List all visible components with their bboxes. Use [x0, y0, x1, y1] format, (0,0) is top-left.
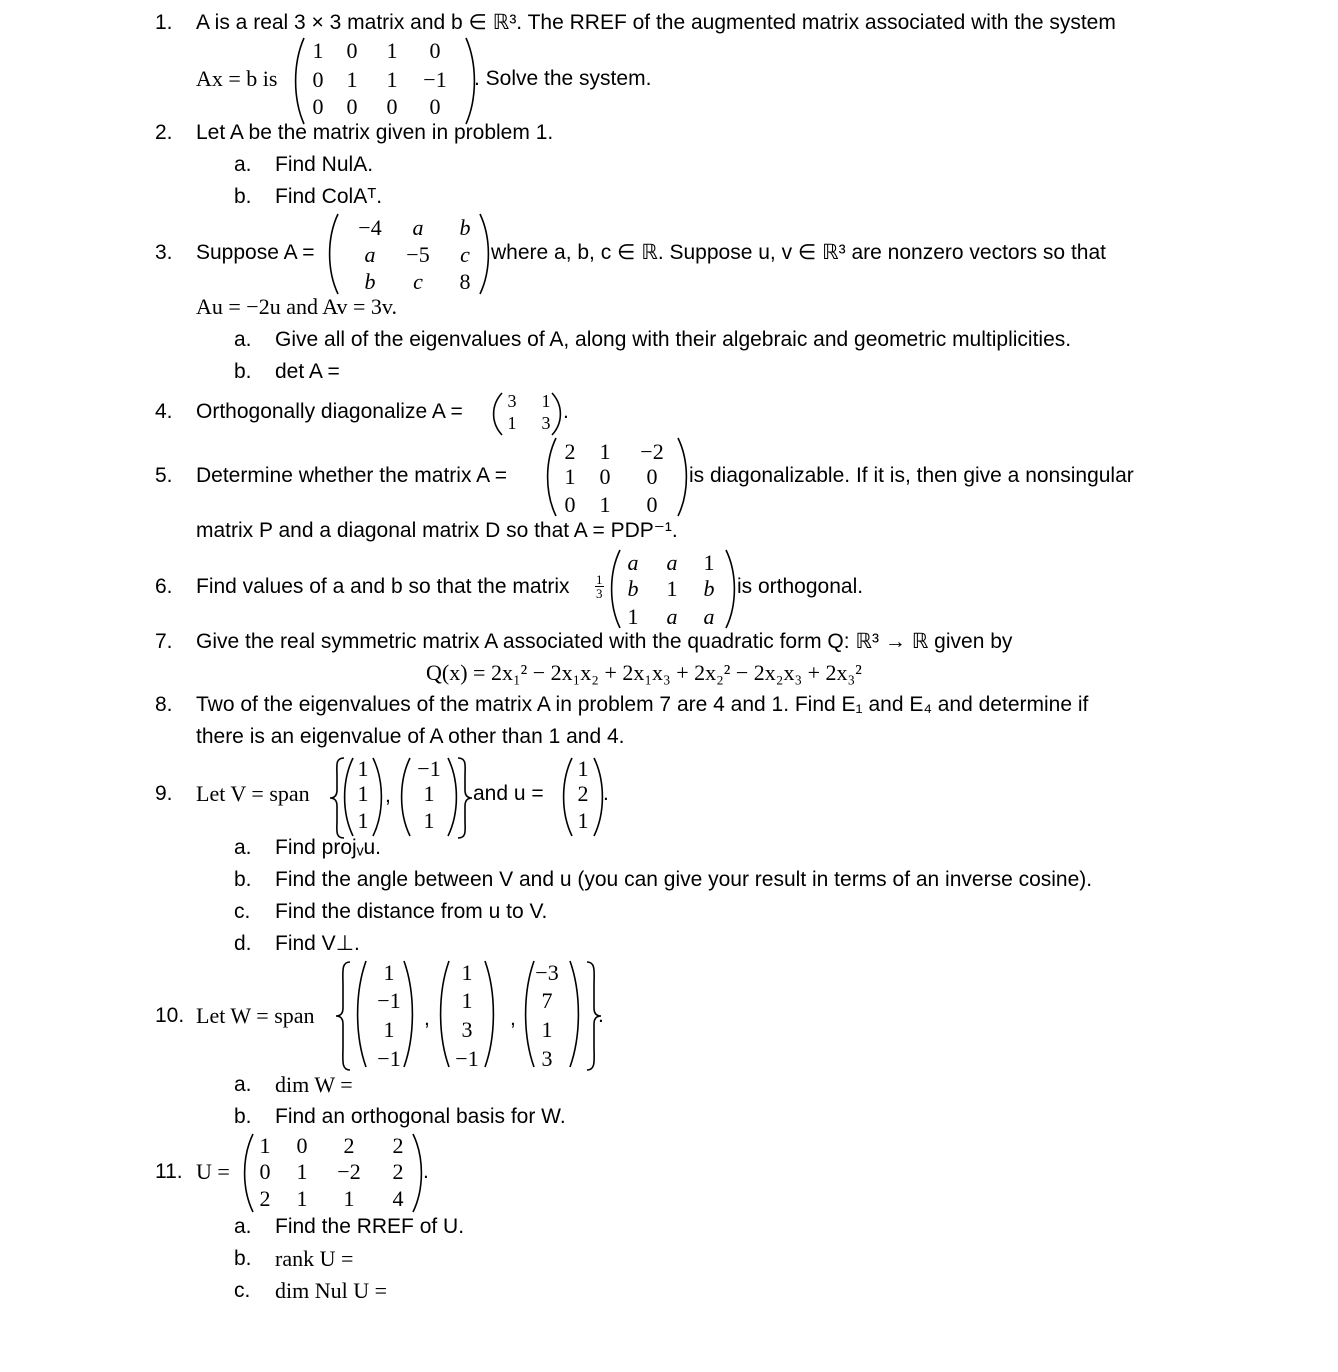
matrix-cell: 0	[564, 492, 576, 517]
problem-3-matrix	[330, 213, 488, 295]
matrix-cell: b	[703, 576, 715, 601]
vector-entry: −1	[377, 988, 401, 1013]
vector-entry: 1	[423, 781, 435, 806]
left-paren	[526, 961, 534, 1067]
problem-11-matrix	[245, 1133, 421, 1213]
problem-2-number: 2.	[155, 121, 173, 144]
matrix-cell: 1	[564, 464, 576, 489]
matrix-cell: 3	[541, 413, 551, 433]
matrix-cell: b	[627, 576, 639, 601]
right-paren	[594, 758, 602, 836]
matrix-cell: 1	[599, 492, 611, 517]
problem-10-vector-1	[358, 960, 412, 1071]
vector-entry: 1	[357, 781, 369, 806]
vector-entry: −1	[455, 1046, 479, 1071]
problem-11c-label: c.	[234, 1279, 251, 1302]
matrix-cell: 1	[346, 67, 358, 92]
matrix-cell: −2	[640, 439, 664, 464]
matrix-cell: 2	[343, 1133, 355, 1158]
problem-10-lhs: Let W = span	[196, 1003, 315, 1028]
problem-11-number: 11.	[155, 1160, 183, 1183]
problem-7-statement: Give the real symmetric matrix A associated with the quadratic form Q: ℝ³ → ℝ given by	[196, 630, 1013, 653]
problem-9-comma: ,	[385, 784, 391, 807]
problem-4-lhs: Orthogonally diagonalize A =	[196, 400, 463, 423]
vector-entry: 3	[461, 1017, 473, 1042]
problem-6-frac-num: 1	[596, 572, 603, 587]
problem-3b-label: b.	[234, 360, 252, 383]
problem-10b-label: b.	[234, 1105, 252, 1128]
problem-3-lhs: Suppose A =	[196, 241, 315, 264]
matrix-cell: c	[413, 269, 423, 294]
problem-1-lhs: Ax = b is	[196, 66, 278, 91]
problem-9d-label: d.	[234, 932, 252, 955]
left-paren	[564, 758, 572, 836]
problem-2a-text: Find NulA.	[275, 153, 374, 176]
right-paren	[552, 393, 560, 435]
right-paren	[448, 758, 456, 836]
vector-entry: −1	[377, 1046, 401, 1071]
matrix-cell: −5	[406, 242, 430, 267]
matrix-cell: 2	[259, 1186, 271, 1211]
matrix-cell: a	[666, 604, 678, 629]
problem-2b-text: Find ColAᵀ.	[275, 185, 383, 208]
problem-6-number: 6.	[155, 575, 173, 598]
problem-1-tail: . Solve the system.	[474, 67, 652, 90]
vector-entry: 1	[461, 988, 473, 1013]
problem-4-number: 4.	[155, 400, 173, 423]
problem-11b-text: rank U =	[275, 1246, 354, 1271]
matrix-cell: 1	[343, 1186, 355, 1211]
problem-4-matrix	[494, 392, 560, 436]
problem-3-tail: where a, b, c ∈ ℝ. Suppose u, v ∈ ℝ³ are nonzero vectors so that	[491, 241, 1106, 264]
problem-10a-label: a.	[234, 1073, 252, 1096]
left-paren	[330, 214, 338, 294]
problem-9a-label: a.	[234, 836, 252, 859]
left-paren	[548, 438, 556, 516]
matrix-cell: 0	[346, 38, 358, 63]
matrix-cell: 0	[259, 1159, 271, 1184]
problem-9-tail: .	[603, 782, 609, 805]
vector-entry: 1	[383, 1017, 395, 1042]
problem-7-formula: Q(x) = 2x₁² − 2x₁x₂ + 2x₁x₃ + 2x₂² − 2x₂x₃ + 2x₃²	[426, 660, 862, 685]
left-paren	[402, 758, 410, 836]
problem-2-statement: Let A be the matrix given in problem 1.	[196, 121, 554, 144]
matrix-cell: 1	[599, 439, 611, 464]
problem-10-comma-1: ,	[424, 1007, 430, 1030]
vector-entry: −3	[535, 960, 559, 985]
problem-1-number: 1.	[155, 11, 173, 34]
matrix-cell: a	[364, 242, 376, 267]
problem-11c-text: dim Nul U =	[275, 1278, 388, 1303]
left-paren	[296, 38, 304, 124]
problem-3a-text: Give all of the eigenvalues of A, along with their algebraic and geometric multiplicities.	[275, 328, 1072, 351]
problem-2b-label: b.	[234, 185, 252, 208]
problem-9c-label: c.	[234, 900, 251, 923]
problem-5-line2: matrix P and a diagonal matrix D so that A = PDP⁻¹.	[196, 519, 678, 542]
matrix-cell: 1	[296, 1159, 308, 1184]
problem-9-mid: and u =	[473, 782, 544, 805]
problem-10-vector-3	[526, 960, 578, 1071]
problem-8-number: 8.	[155, 693, 173, 716]
problem-9c-text: Find the distance from u to V.	[275, 900, 548, 923]
matrix-cell: −4	[358, 215, 382, 240]
matrix-cell: 0	[386, 94, 398, 119]
vector-entry: 2	[577, 781, 589, 806]
right-paren	[678, 438, 686, 516]
problem-10-vector-2	[441, 960, 493, 1071]
left-paren	[441, 961, 449, 1067]
left-paren	[345, 758, 353, 836]
matrix-cell: 1	[312, 38, 324, 63]
problem-9d-text: Find V⊥.	[275, 932, 360, 955]
matrix-cell: 1	[703, 550, 715, 575]
problem-5-matrix	[548, 437, 686, 517]
matrix-cell: a	[666, 550, 678, 575]
matrix-cell: 1	[541, 391, 551, 411]
problem-6-lhs: Find values of a and b so that the matrix	[196, 575, 570, 598]
problem-3-number: 3.	[155, 241, 173, 264]
vector-entry: 7	[541, 988, 553, 1013]
problem-11a-text: Find the RREF of U.	[275, 1215, 465, 1238]
matrix-cell: a	[627, 550, 639, 575]
problem-1-statement: A is a real 3 × 3 matrix and b ∈ ℝ³. The RREF of the augmented matrix associated with the system	[196, 11, 1116, 34]
problem-2a-label: a.	[234, 153, 252, 176]
matrix-cell: 1	[296, 1186, 308, 1211]
matrix-cell: 0	[599, 464, 611, 489]
problem-10-comma-2: ,	[510, 1007, 516, 1030]
vector-entry: 1	[383, 960, 395, 985]
matrix-cell: 0	[312, 94, 324, 119]
problem-11b-label: b.	[234, 1247, 252, 1270]
matrix-cell: 0	[429, 94, 441, 119]
vector-entry: 1	[357, 756, 369, 781]
vector-entry: 1	[577, 808, 589, 833]
matrix-cell: 0	[429, 38, 441, 63]
problem-9b-text: Find the angle between V and u (you can give your result in terms of an inverse cosine).	[275, 868, 1093, 891]
vector-entry: 1	[541, 1017, 553, 1042]
problem-5-number: 5.	[155, 464, 173, 487]
problem-5-lhs: Determine whether the matrix A =	[196, 464, 508, 487]
right-paren	[480, 214, 488, 294]
vector-entry: 1	[423, 808, 435, 833]
matrix-cell: a	[412, 215, 424, 240]
matrix-cell: 1	[666, 576, 678, 601]
problem-6-scalar	[595, 573, 604, 600]
matrix-cell: 1	[507, 413, 517, 433]
matrix-cell: 2	[392, 1159, 404, 1184]
problem-6-tail: is orthogonal.	[737, 575, 864, 598]
problem-9-number: 9.	[155, 782, 173, 805]
vector-entry: 1	[461, 960, 473, 985]
vector-entry: 3	[541, 1046, 553, 1071]
matrix-cell: 0	[296, 1133, 308, 1158]
matrix-cell: b	[459, 215, 471, 240]
right-paren	[404, 961, 412, 1067]
matrix-cell: 2	[392, 1133, 404, 1158]
matrix-cell: 0	[346, 94, 358, 119]
problem-4-tail: .	[563, 400, 569, 423]
matrix-cell: 1	[259, 1133, 271, 1158]
problem-11a-label: a.	[234, 1215, 252, 1238]
left-paren	[358, 961, 366, 1067]
right-paren	[413, 1134, 421, 1212]
problem-1-matrix	[296, 37, 474, 125]
matrix-cell: c	[460, 242, 470, 267]
problem-5-tail: is diagonalizable. If it is, then give a nonsingular	[689, 464, 1134, 487]
problem-7-number: 7.	[155, 630, 173, 653]
matrix-cell: 1	[627, 604, 639, 629]
problem-9a-text: Find projᵥu.	[275, 836, 381, 859]
problem-9-vector-2	[402, 757, 456, 837]
matrix-cell: a	[703, 604, 715, 629]
problem-3a-label: a.	[234, 328, 252, 351]
problem-10a-text: dim W =	[275, 1072, 353, 1097]
matrix-cell: −1	[423, 67, 447, 92]
vector-entry: 1	[357, 808, 369, 833]
left-paren	[245, 1134, 253, 1212]
problem-6-frac-den: 3	[596, 586, 603, 601]
problem-11-lhs: U =	[196, 1159, 230, 1184]
problem-8-line2: there is an eigenvalue of A other than 1 and 4.	[196, 725, 625, 748]
problem-9-lhs: Let V = span	[196, 781, 310, 806]
right-paren	[726, 550, 734, 628]
problem-9b-label: b.	[234, 868, 252, 891]
right-paren	[570, 961, 578, 1067]
problem-3b-text: det A =	[275, 360, 340, 383]
problem-10-tail: .	[598, 1004, 604, 1027]
problem-11-tail: .	[423, 1160, 429, 1183]
matrix-cell: 4	[392, 1186, 404, 1211]
problem-9-vector-u	[564, 757, 602, 837]
matrix-cell: 0	[646, 492, 658, 517]
matrix-cell: 1	[386, 38, 398, 63]
vector-entry: −1	[417, 756, 441, 781]
right-paren	[373, 758, 381, 836]
matrix-cell: 3	[507, 391, 517, 411]
matrix-cell: 1	[386, 67, 398, 92]
problem-6-matrix	[612, 549, 734, 629]
matrix-cell: −2	[337, 1159, 361, 1184]
problem-10-number: 10.	[155, 1004, 185, 1027]
right-paren	[485, 961, 493, 1067]
matrix-cell: b	[364, 269, 376, 294]
left-paren	[612, 550, 620, 628]
vector-entry: 1	[577, 756, 589, 781]
problem-9-vector-1	[345, 757, 381, 837]
problem-8-line1: Two of the eigenvalues of the matrix A in problem 7 are 4 and 1. Find E₁ and E₄ and determine if	[196, 693, 1089, 716]
left-paren	[494, 393, 502, 435]
matrix-cell: 8	[459, 269, 471, 294]
matrix-cell: 0	[646, 464, 658, 489]
matrix-cell: 2	[564, 439, 576, 464]
problem-3-line2: Au = −2u and Av = 3v.	[196, 294, 397, 319]
matrix-cell: 0	[312, 67, 324, 92]
problem-10b-text: Find an orthogonal basis for W.	[275, 1105, 566, 1128]
